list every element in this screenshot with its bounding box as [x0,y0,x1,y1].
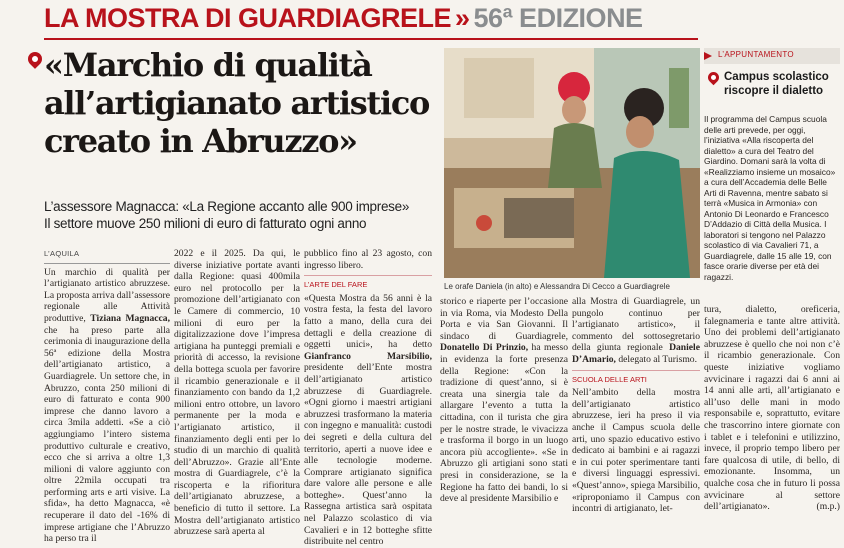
kicker-title: LA MOSTRA DI GUARDIAGRELE [44,3,451,33]
deck-line-1: L’assessore Magnacca: «La Regione accanto alle 900 imprese» [44,199,410,214]
dateline: L’AQUILA [44,248,170,264]
sidebar-box [704,44,840,513]
tag-marker-icon [704,52,712,60]
deck-line-2: Il settore muove 250 milioni di euro di fatturato ogni anno [44,216,367,231]
article-headline [44,46,438,160]
sidebar-title [704,70,840,98]
headline-line-3: creato in Abruzzo» [44,122,357,160]
body-column-5 [572,296,700,515]
section-kicker [44,3,643,34]
article-photo [444,48,700,278]
col5-text-b: delegato al Turismo. [618,353,697,365]
col4-text-b: ha messo in evidenza la forte presenza della Regione: «Con la tradizione di quest’anno, si è creata una sinergia tale da allargare l’evento a tutta la cittadina, con il turista che gira per le nostre strade, le vivacizza e trasforma il borgo in un luogo ancora più accogliente». «Se in Abruzzo gli artigiani sono stati presi in considerazione, se la Regione ha fatto dei bandi, lo si deve al presidente Marsibilio e [440,342,568,505]
body-column-4 [440,296,568,505]
col3-person-name: Gianfranco Marsibilio, [304,350,432,362]
article-deck [44,198,438,232]
author-signoff: (m.p.) [816,501,840,513]
sidebar-title-text: Campus scolastico riscopre il dialetto [724,71,829,97]
col3-text-c: presidente dell’Ente mostra dell’artigianato artistico abruzzese di Guardiagrele. «Ogni giorno i maestri artigiani abruzzesi trasformano la materia con ingegno e manualità: custodi dei segreti e della cultura del territorio, aperti a nuove idee e alle tecnologie moderne. Comprare artigianato significa dare valore alle persone e alle botteghe». Quest’anno la Rassegna artistica sarà ospitata nel Palazzo scolastico di via Cavalieri e in 12 botteghe sfitte distribuite nel centro [304,362,432,548]
body-column-3 [304,248,432,548]
kicker-separator: » [455,3,470,33]
headline-line-2: all’artigianato artistico [44,84,430,122]
col1-text-a: Un marchio di qualità per l’artigianato artistico abruzzese. La proposta arriva dall’assessore regionale alle Attività produttive, [44,266,171,324]
col4-text-a: storico e riaperte per l’occasione in via Roma, via Modesto Della Porta e via San Giovanni. Il sindaco di Guardiagrele, [440,296,568,342]
kicker-edition: 56ª EDIZIONE [473,3,643,33]
col1-person-name: Tiziana Magnacca, [90,312,170,324]
col3-text-a: pubblico fino al 23 agosto, con ingresso libero. [304,248,432,271]
article-continuation [704,304,840,513]
continuation-text: tura, dialetto, oreficeria, falegnameria e tante altre attività. Uno dei problemi dell’artigianato abruzzese è quello che noi non c’è il ricambio generazionale. Con queste iniziative vogliamo avvicinare i ragazzi dai 6 anni ai 14 anni alle arti, all’artigianato e all’uso delle mani in modo responsabile e, soprattutto, evitare che trascorrino intere giornate con i tablet e i telefonini e utilizzino, invece, il proprio tempo libero per fare qualcosa di utile, di bello, di emozionante. Insomma, un qualche cosa che in futuro li possa avvicinare al settore dell’artigianato». [704,304,840,513]
col2-text: 2022 e il 2025. Da qui, le diverse iniziative portate avanti dalla Regione: quasi 400mila euro nel protocollo per la promozione dell’artigianato con le Camere di commercio, 10 milioni di euro per la digitalizzazione dove l’impresa artigiana ha punteggi premiali e priorità di accesso, la revisione della bottega scuola per favorire il ricambio generazionale e il finanziamento con bando da 1,2 milioni entro ottobre, un lavoro permanente per la moda e l’artigianato artistico, il finanziamento degli enti per lo studio di un marchio di qualità dell’Abruzzo». Grazie all’Ente mostra di Guardiagrele, c’è la riscoperta e la rifioritura dell’artigianato abruzzese, a beneficio di tutto il settore. La Mostra dell’artigianato artistico abruzzese sarà aperta al [174,248,300,538]
photo-caption: Le orafe Daniela (in alto) e Alessandra Di Cecco a Guardiagrele [444,282,670,291]
headline-line-1: «Marchio di qualità [44,46,372,84]
masthead-rule [44,38,698,40]
body-column-2 [174,248,300,538]
col4-person-name: Donatello Di Prinzio, [440,342,529,354]
location-pin-icon [25,49,45,69]
body-column-1 [44,248,171,545]
col3-text-b: «Questa Mostra da 56 anni è la vostra festa, la festa del lavoro fatto a mano, della cura dei dettagli e della creazione di oggetti unici», ha detto [304,292,432,351]
artisans-photo-illustration [444,48,700,278]
sidebar-body: Il programma del Campus scuola delle arti prevede, per oggi, l’iniziativa «Alla riscoperta del dialetto» a cura del Teatro del Giardino. Domani sarà la volta di «Realizziamo insieme un mosaico» a cura dell’Accademia delle Belle Arti di Ravenna, mentre sabato si terrà «Musica in Armonia» con Antonio Di Leonardo e Francesco D’Addazio di Città della Musica. I laboratori si tengono nel Palazzo scolastico di via Cavalieri 71, a Guardiagrele, dalle 15 alle 19, con fasce orarie diverse per età dei ragazzi. [704,114,836,282]
col5-person-name: Daniele D’Amario, [572,342,700,365]
col5-text-a: alla Mostra di Guardiagrele, un pungolo continuo per l’artigianato artistico», il commento del sottosegretario della giunta regionale [572,296,700,354]
col1-text-b: che ha preso parte alla cerimonia di inaugurazione della 56ª edizione della Mostra dell’artigianato artistico, a Guardiagrele. Un settore che, in Abruzzo, conta 250 milioni di euro di fatturato e conta 900 imprese che danno lavoro a circa 3mila addetti. «Se a ciò aggiungiamo l’intero sistema produttivo culturale e creativo, ecco che si arriva a oltre 1,3 milioni di valore aggiunto con oltre 22mila occupati tra performing arts e arti visive. La sfida», ha detto Magnacca, «è recuperare il dato del -16% di imprese artigiane che l’Abruzzo ha perso tra il [44,324,170,545]
masthead [0,0,844,40]
subhead-scuola-delle-arti: SCUOLA DELLE ARTI [572,370,700,386]
subhead-arte-del-fare: L’ARTE DEL FARE [304,275,432,291]
col5-text-c: Nell’ambito della mostra dell’artigianato artistico abruzzese, ieri ha preso il via anche il Campus scuola delle arti, uno spazio educativo estivo dedicato ai bambini e ai ragazzi e in cui poter sperimentare tanti e diversi linguaggi espressivi. «Quest’anno», spiega Marsibilio, «riproponiamo il Campus con incontri di artigianato, let- [572,387,700,515]
sidebar-tag-label: L’APPUNTAMENTO [718,50,794,59]
sidebar-tag [704,48,840,64]
